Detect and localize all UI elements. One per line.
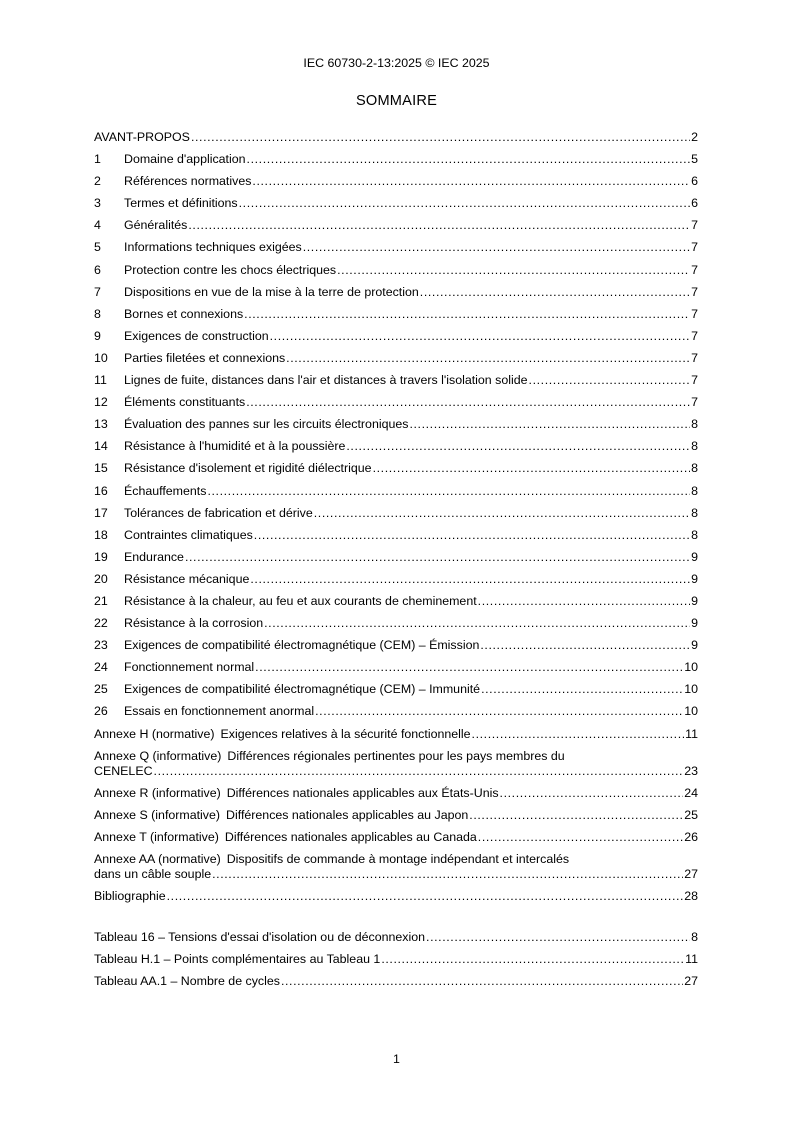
toc-entry-clause-18[interactable] (94, 524, 698, 546)
toc-entry-number: 4 (94, 218, 101, 233)
page-number: 1 (393, 1052, 400, 1066)
toc-entry-clause-23[interactable] (94, 634, 698, 656)
toc-entry-label: Différences nationales applicables aux États-Unis (226, 785, 499, 800)
toc-entry-label: Éléments constituants (124, 395, 246, 410)
toc-entry-page: 24 (684, 785, 698, 800)
dot-leader (346, 435, 690, 457)
dot-leader (247, 148, 691, 170)
toc-entry-label: Termes et définitions (124, 196, 238, 211)
toc-entry-label-continued: dans un câble souple (94, 866, 212, 881)
toc-entry-page: 7 (691, 328, 698, 343)
dot-leader (529, 369, 691, 391)
toc-entry-clause-11[interactable] (94, 369, 698, 391)
toc-entry-label: Lignes de fuite, distances dans l'air et distances à travers l'isolation solide (124, 373, 528, 388)
toc-entry-label: Résistance à la corrosion (124, 616, 264, 631)
dot-leader (270, 325, 690, 347)
toc-entry-number: 26 (94, 704, 108, 719)
toc-entry-number: 10 (94, 350, 108, 365)
toc-entry-label: Différences nationales applicables au Canada (224, 829, 477, 844)
toc-entry-number: 14 (94, 439, 108, 454)
toc-entry-label: Dispositions en vue de la mise à la terre de protection (124, 284, 419, 299)
toc-entry-table-16[interactable] (94, 926, 698, 948)
toc-entry-number: 6 (94, 262, 101, 277)
dot-leader (154, 764, 684, 779)
toc-entry-clause-15[interactable] (94, 457, 698, 479)
toc-entry-page: 2 (691, 130, 698, 144)
toc-entry-annex-s[interactable] (94, 804, 698, 826)
dot-leader (281, 970, 683, 992)
toc-entry-number: 1 (94, 152, 101, 167)
toc-entry-label: Résistance mécanique (124, 571, 250, 586)
toc-entry-clause-17[interactable] (94, 502, 698, 524)
document-header: IEC 60730-2-13:2025 © IEC 2025 (303, 56, 490, 70)
toc-entry-page: 10 (684, 704, 698, 719)
dot-leader (469, 804, 683, 826)
toc-entry-clause-22[interactable] (94, 612, 698, 634)
toc-entry-clause-3[interactable] (94, 192, 698, 214)
page-title: SOMMAIRE (355, 93, 438, 109)
toc-entry-number: 16 (94, 483, 108, 498)
toc-entry-number: 5 (94, 240, 101, 255)
dot-leader (373, 457, 691, 479)
toc-entry-clause-20[interactable] (94, 568, 698, 590)
toc-entry-label: Résistance à l'humidité et à la poussière (124, 439, 346, 454)
toc-entry-page: 8 (691, 527, 698, 542)
dot-leader (500, 782, 684, 804)
toc-entry-page: 7 (691, 395, 698, 410)
toc-entry-label: Protection contre les chocs électriques (124, 262, 337, 277)
toc-entry-label: Tableau 16 – Tensions d'essai d'isolation ou de déconnexion (94, 930, 426, 944)
toc-entry-label: Informations techniques exigées (124, 240, 302, 255)
toc-entry-clause-4[interactable] (94, 214, 698, 236)
dot-leader (409, 413, 690, 435)
toc-entry-label: Résistance à la chaleur, au feu et aux courants de cheminement (124, 593, 477, 608)
dot-leader (264, 612, 690, 634)
toc-entry-annex-t[interactable] (94, 826, 698, 848)
toc-entry-label: Contraintes climatiques (124, 527, 253, 542)
toc-entry-label: Tolérances de fabrication et dérive (124, 505, 313, 520)
toc-entry-label: Références normatives (124, 174, 252, 189)
annex-designation: Annexe Q (informative) (94, 748, 222, 763)
toc-entry-number: 3 (94, 196, 101, 211)
toc-entry-label: Endurance (124, 549, 184, 564)
toc-entry-page: 10 (684, 682, 698, 697)
toc-entry-number: 7 (94, 284, 101, 299)
dot-leader (426, 926, 690, 948)
toc-entry-page: 8 (691, 505, 698, 520)
dot-leader (480, 634, 690, 656)
toc-entry-page: 11 (685, 952, 698, 967)
toc-entry-page: 7 (691, 218, 698, 233)
toc-entry-page: 26 (684, 829, 698, 844)
toc-entry-label: Généralités (124, 218, 188, 233)
toc-entry-label: Bibliographie (94, 888, 166, 903)
toc-entry-number: 19 (94, 549, 108, 564)
toc-entry-clause-9[interactable] (94, 325, 698, 347)
toc-entry-number: 24 (94, 660, 108, 675)
toc-entry-annex-r[interactable] (94, 782, 698, 804)
toc-entry-page: 7 (691, 373, 698, 388)
toc-entry-number: 2 (94, 174, 101, 189)
toc-entry-number: 20 (94, 571, 108, 586)
dot-leader (303, 236, 690, 258)
dot-leader (246, 391, 690, 413)
toc-entry-label: Exigences de compatibilité électromagnétique (CEM) – Immunité (124, 682, 481, 697)
toc-entry-label: Échauffements (124, 483, 207, 498)
toc-entry-page: 25 (684, 807, 698, 822)
toc-entry-page: 10 (684, 660, 698, 675)
toc-entry-number: 18 (94, 527, 108, 542)
toc-entry-number: 8 (94, 306, 101, 321)
toc-entry-label: Exigences de construction (124, 328, 269, 343)
toc-entry-page: 7 (691, 284, 698, 299)
toc-entry-page: 6 (691, 174, 698, 189)
toc-entry-number: 23 (94, 638, 108, 653)
toc-entry-label: Évaluation des pannes sur les circuits électroniques (124, 417, 409, 432)
toc-entry-page: 6 (691, 196, 698, 211)
toc-entry-page: 8 (691, 930, 698, 944)
toc-entry-clause-1[interactable] (94, 148, 698, 170)
toc-entry-clause-12[interactable] (94, 391, 698, 413)
annex-designation: Annexe AA (normative) (94, 851, 221, 866)
toc-entry-label: Résistance d'isolement et rigidité diélectrique (124, 461, 372, 476)
toc-entry-table-aa1[interactable] (94, 970, 698, 992)
toc-entry-label: Fonctionnement normal (124, 660, 255, 675)
toc-entry-page: 7 (691, 350, 698, 365)
toc-entry-page: 7 (691, 262, 698, 277)
toc-entry-clause-10[interactable] (94, 347, 698, 369)
toc-entry-clause-16[interactable] (94, 480, 698, 502)
dot-leader (478, 826, 683, 848)
toc-entry-page: 8 (691, 417, 698, 432)
toc-entry-number: 13 (94, 417, 108, 432)
toc-entry-page: 27 (684, 866, 698, 881)
dot-leader (188, 214, 690, 236)
toc-entry-label: Différences régionales pertinentes pour les pays membres du (227, 748, 565, 763)
toc-entry-page: 9 (691, 593, 698, 608)
dot-leader (420, 281, 690, 303)
toc-entry-annex-aa[interactable] (94, 848, 698, 885)
toc-entry-clause-13[interactable] (94, 413, 698, 435)
toc-entry-page: 8 (691, 439, 698, 454)
toc-entry-label: Différences nationales applicables au Japon (226, 807, 469, 822)
toc-entry-bibliography[interactable] (94, 885, 698, 907)
dot-leader (337, 259, 690, 281)
toc-entry-annex-q[interactable] (94, 745, 698, 782)
dot-leader (315, 700, 683, 722)
toc-entry-annex-h[interactable] (94, 723, 698, 745)
annex-designation: Annexe H (normative) (94, 726, 215, 741)
dot-leader (286, 347, 690, 369)
annex-designation: Annexe R (informative) (94, 785, 221, 800)
toc-entry-clause-25[interactable] (94, 678, 698, 700)
toc-entry-label: Domaine d'application (124, 152, 246, 167)
toc-entry-number: 11 (94, 373, 107, 388)
dot-leader (472, 723, 685, 745)
dot-leader (255, 656, 683, 678)
dot-leader (478, 590, 690, 612)
toc-entry-number: 15 (94, 461, 108, 476)
dot-leader (250, 568, 690, 590)
toc-entry-page: 23 (684, 763, 698, 778)
toc-entry-clause-7[interactable] (94, 281, 698, 303)
dot-leader (252, 170, 690, 192)
dot-leader (314, 502, 690, 524)
table-of-contents (94, 126, 698, 907)
toc-entry-label: Essais en fonctionnement anormal (124, 704, 315, 719)
dot-leader (244, 303, 690, 325)
toc-entry-label: Exigences relatives à la sécurité fonctionnelle (220, 726, 471, 741)
toc-entry-page: 8 (691, 483, 698, 498)
toc-entry-page: 11 (685, 726, 698, 741)
toc-entry-page: 9 (691, 549, 698, 564)
toc-entry-label: Dispositifs de commande à montage indépendant et intercalés (226, 851, 570, 866)
toc-entry-page: 7 (691, 240, 698, 255)
toc-entry-number: 17 (94, 505, 108, 520)
toc-entry-page: 28 (684, 888, 698, 903)
toc-entry-clause-19[interactable] (94, 546, 698, 568)
toc-entry-clause-24[interactable] (94, 656, 698, 678)
annex-designation: Annexe T (informative) (94, 829, 219, 844)
toc-entry-number: 9 (94, 328, 101, 343)
toc-entry-page: 8 (691, 461, 698, 476)
toc-entry-page: 27 (684, 974, 698, 989)
toc-entry-clause-6[interactable] (94, 259, 698, 281)
toc-entry-page: 9 (691, 638, 698, 653)
dot-leader (212, 867, 683, 882)
toc-entry-table-h1[interactable] (94, 948, 698, 970)
toc-entry-label: Bornes et connexions (124, 306, 244, 321)
toc-entry-clause-5[interactable] (94, 236, 698, 258)
toc-entry-label: AVANT-PROPOS (94, 130, 190, 144)
toc-entry-avant-propos[interactable] (94, 126, 698, 148)
toc-entry-page: 9 (691, 571, 698, 586)
toc-entry-label: Parties filetées et connexions (124, 350, 286, 365)
toc-entry-number: 22 (94, 616, 108, 631)
toc-entry-label: Tableau AA.1 – Nombre de cycles (94, 974, 280, 989)
toc-entry-clause-14[interactable] (94, 435, 698, 457)
dot-leader (254, 524, 690, 546)
dot-leader (191, 126, 690, 148)
dot-leader (185, 546, 690, 568)
toc-entry-number: 12 (94, 395, 108, 410)
toc-entry-clause-21[interactable] (94, 590, 698, 612)
toc-entry-label-continued: CENELEC (94, 763, 153, 778)
annex-designation: Annexe S (informative) (94, 807, 221, 822)
toc-entry-clause-2[interactable] (94, 170, 698, 192)
toc-entry-number: 25 (94, 682, 108, 697)
toc-entry-label: Exigences de compatibilité électromagnétique (CEM) – Émission (124, 638, 480, 653)
toc-entry-page: 7 (691, 306, 698, 321)
dot-leader (207, 480, 690, 502)
list-of-tables (94, 926, 698, 992)
dot-leader (167, 885, 684, 907)
dot-leader (381, 948, 684, 970)
toc-entry-clause-8[interactable] (94, 303, 698, 325)
dot-leader (481, 678, 683, 700)
toc-entry-clause-26[interactable] (94, 700, 698, 722)
toc-entry-label: Tableau H.1 – Points complémentaires au Tableau 1 (94, 952, 381, 967)
toc-entry-page: 5 (691, 152, 698, 167)
toc-entry-number: 21 (94, 593, 108, 608)
toc-entry-page: 9 (691, 616, 698, 631)
dot-leader (239, 192, 690, 214)
